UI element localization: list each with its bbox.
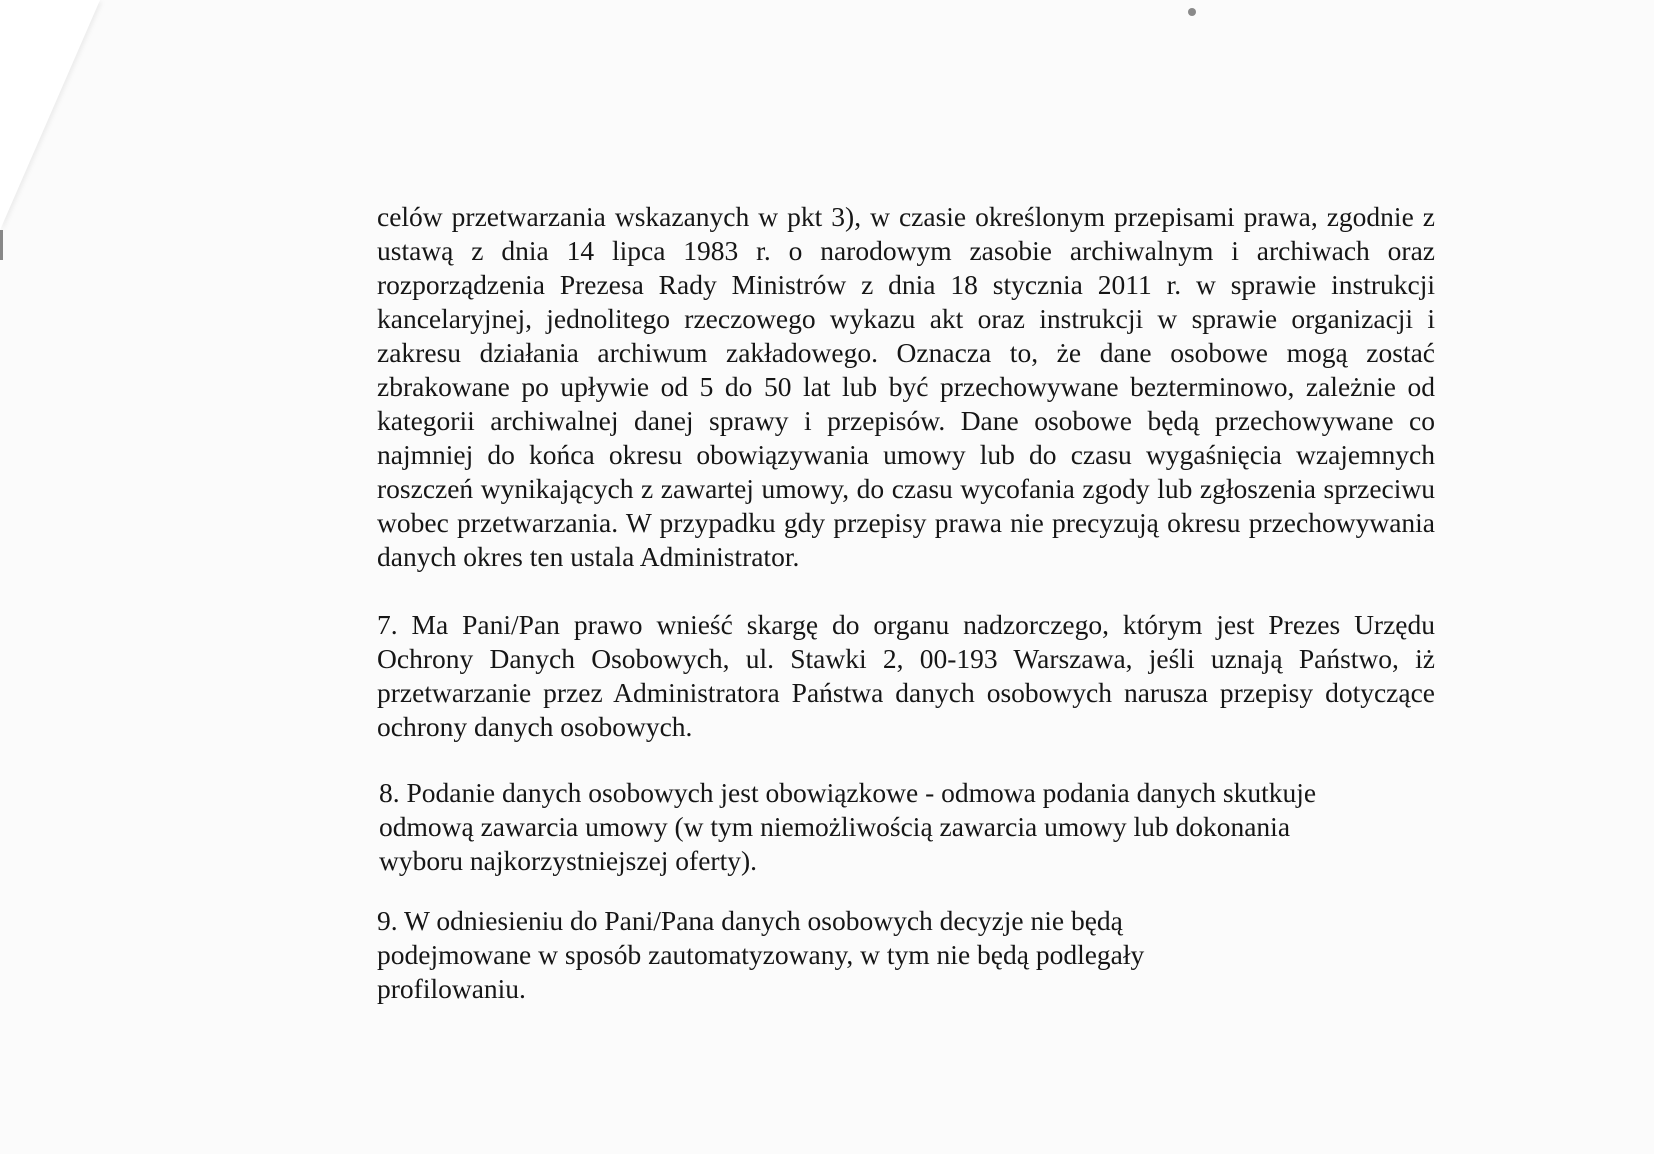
paragraph-automated-decisions: 9. W odniesieniu do Pani/Pana danych osobowych decyzje nie będą podejmowane w sposób zautomatyzowany, w tym nie będą podlegały profilowaniu. xyxy=(377,905,1145,1004)
scan-page-corner xyxy=(0,0,100,230)
scan-edge-mark xyxy=(0,230,3,260)
document-body xyxy=(377,200,1437,1006)
paragraph-retention-period: celów przetwarzania wskazanych w pkt 3), w czasie określonym przepisami prawa, zgodnie z ustawą z dnia 14 lipca 1983 r. o narodowym zasobie archiwalnym i archiwach oraz rozporządzenia Prezesa Rady Ministrów z dnia 18 stycznia 2011 r. w sprawie instrukcji kancelaryjnej, jednolitego rzeczowego wykazu akt oraz instrukcji w sprawie organizacji i zakresu działania archiwum zakładowego. Oznacza to, że dane osobowe mogą zostać zbrakowane po upływie od 5 do 50 lat lub być przechowywane bezterminowo, zależnie od kategorii archiwalnej danej sprawy i przepisów. Dane osobowe będą przechowywane co najmniej do końca okresu obowiązywania umowy lub do czasu wygaśnięcia wzajemnych roszczeń wynikających z zawartej umowy, do czasu wycofania zgody lub zgłoszenia sprzeciwu wobec przetwarzania. W przypadku gdy przepisy prawa nie precyzują okresu przechowywania danych okres ten ustala Administrator. xyxy=(377,201,1435,572)
paragraph-obligation-to-provide-data: 8. Podanie danych osobowych jest obowiązkowe - odmowa podania danych skutkuje odmową zawarcia umowy (w tym niemożliwością zawarcia umowy lub dokonania wyboru najkorzystniejszej oferty). xyxy=(379,777,1317,876)
paragraph-complaint-right: 7. Ma Pani/Pan prawo wnieść skargę do organu nadzorczego, którym jest Prezes Urzędu Ochrony Danych Osobowych, ul. Stawki 2, 00-193 Warszawa, jeśli uznają Państwo, iż przetwarzanie przez Administratora Państwa danych osobowych narusza przepisy dotyczące ochrony danych osobowych. xyxy=(377,609,1435,742)
scan-speck xyxy=(1188,8,1196,16)
